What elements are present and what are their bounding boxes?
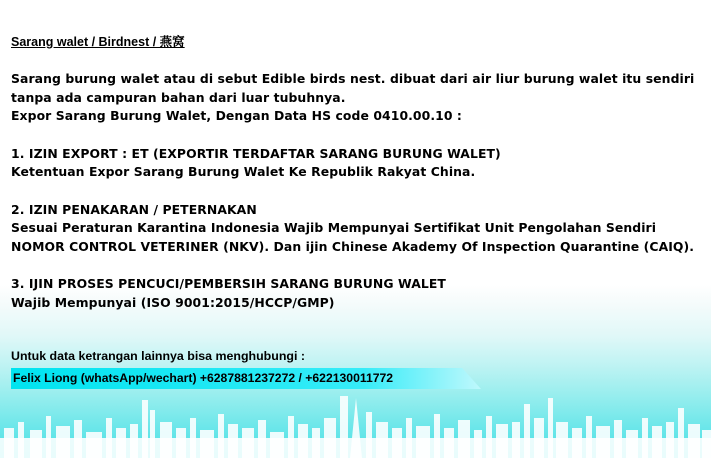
contact-intro: Untuk data ketrangan lainnya bisa menghubungi : [11, 349, 305, 363]
city-skyline-graphic [0, 378, 711, 458]
section-1-text: Ketentuan Expor Sarang Burung Walet Ke Republik Rakyat China. [11, 164, 476, 179]
section-3-heading: 3. IJIN PROSES PENCUCI/PEMBERSIH SARANG BURUNG WALET [11, 276, 446, 291]
contact-details: Felix Liong (whatsApp/wechart) +6287881237272 / +622130011772 [13, 371, 394, 385]
section-1-heading: 1. IZIN EXPORT : ET (EXPORTIR TERDAFTAR SARANG BURUNG WALET) [11, 145, 501, 161]
section-2-text-2: NOMOR CONTROL VETERINER (NKV). Dan ijin Chinese Akademy Of Inspection Quarantine (CAIQ). [11, 238, 695, 254]
intro-line-3: Expor Sarang Burung Walet, Dengan Data HS code 0410.00.10 : [11, 108, 462, 123]
section-2-text-1: Sesuai Peraturan Karantina Indonesia Wajib Mempunyai Sertifikat Unit Pengolahan Sendiri [11, 220, 657, 235]
intro-line-2: tanpa ada campuran bahan dari luar tubuhnya. [11, 89, 346, 105]
skyline-buildings [0, 396, 711, 458]
page-title: Sarang walet / Birdnest / 燕窝 [11, 35, 185, 49]
intro-line-1: Sarang burung walet atau di sebut Edible birds nest. dibuat dari air liur burung walet itu sendiri [11, 71, 695, 86]
section-3-text: Wajib Mempunyai (ISO 9001:2015/HCCP/GMP) [11, 294, 335, 310]
document-body [11, 70, 701, 312]
section-2-heading: 2. IZIN PENAKARAN / PETERNAKAN [11, 201, 257, 217]
